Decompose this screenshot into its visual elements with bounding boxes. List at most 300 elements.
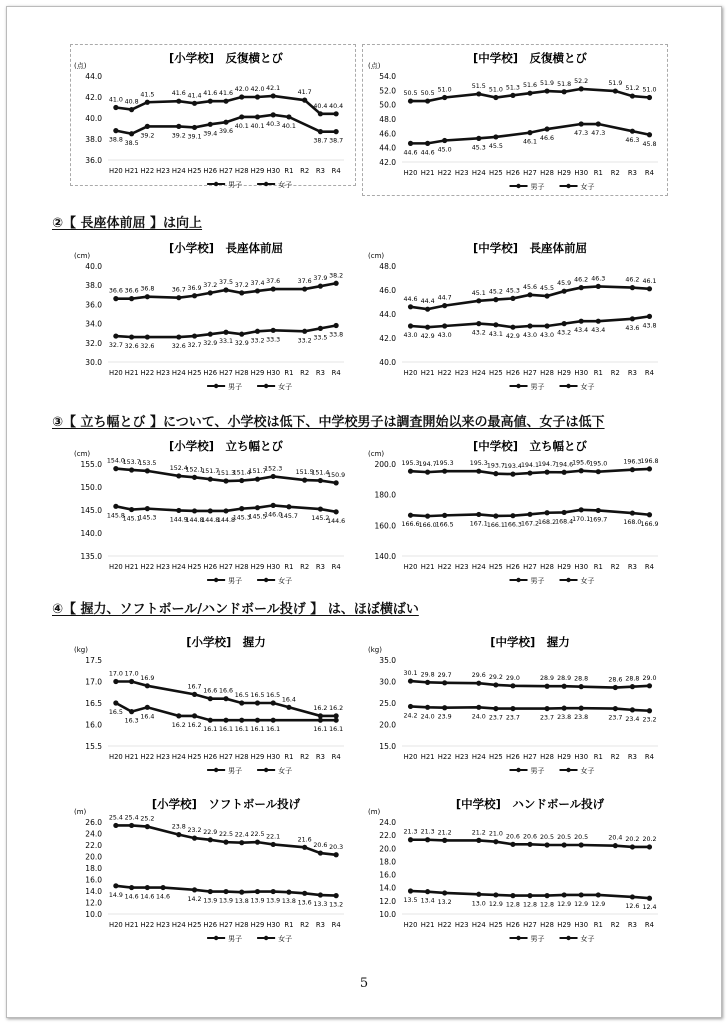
- data-label: 45.9: [557, 280, 572, 288]
- y-tick-label: 32.0: [85, 338, 102, 348]
- data-point: [579, 684, 584, 689]
- x-tick-label: H29: [557, 369, 572, 377]
- chart-svg: [70, 48, 354, 196]
- data-label: 23.7: [608, 714, 623, 722]
- x-tick-label: H28: [234, 563, 249, 571]
- data-point: [286, 890, 291, 895]
- data-label: 17.0: [108, 670, 123, 678]
- data-point: [544, 323, 549, 328]
- x-tick-label: H29: [557, 563, 572, 571]
- data-label: 28.9: [557, 675, 572, 683]
- legend-marker: [264, 768, 268, 772]
- data-point: [579, 507, 584, 512]
- data-label: 16.4: [281, 696, 296, 704]
- data-point: [208, 837, 213, 842]
- x-tick-label: H24: [171, 167, 186, 175]
- data-label: 36.8: [140, 285, 155, 293]
- data-point: [129, 467, 134, 472]
- x-tick-label: H26: [203, 921, 218, 929]
- x-tick-label: H27: [219, 369, 233, 377]
- data-point: [510, 706, 515, 711]
- data-point: [223, 99, 228, 104]
- data-label: 20.6: [522, 833, 538, 841]
- x-tick-label: H27: [219, 753, 233, 761]
- data-point: [562, 842, 567, 847]
- data-point: [302, 98, 307, 103]
- unit-label: (kg): [74, 646, 88, 654]
- data-label: 51.5: [471, 82, 486, 90]
- data-label: 21.3: [420, 828, 435, 836]
- data-label: 33.2: [297, 337, 312, 345]
- data-point: [145, 885, 150, 890]
- x-tick-label: R2: [300, 369, 310, 377]
- data-point: [408, 704, 413, 709]
- data-label: 45.0: [437, 146, 452, 154]
- y-tick-label: 36.0: [85, 156, 102, 165]
- y-tick-label: 15.0: [379, 742, 396, 751]
- data-point: [579, 121, 584, 126]
- data-point: [562, 706, 567, 711]
- y-tick-label: 44.0: [379, 310, 396, 319]
- data-label: 32.7: [187, 342, 202, 350]
- data-label: 145.3: [138, 514, 157, 522]
- x-tick-label: H20: [403, 369, 418, 377]
- data-label: 16.1: [250, 726, 265, 734]
- data-point: [425, 837, 430, 842]
- data-label: 166.9: [640, 520, 659, 528]
- x-tick-label: H24: [471, 753, 486, 761]
- legend-marker: [264, 936, 268, 940]
- data-label: 167.1: [469, 520, 488, 528]
- data-label: 16.5: [266, 692, 281, 699]
- data-point: [192, 508, 197, 513]
- x-tick-label: H24: [471, 169, 486, 177]
- x-tick-label: H24: [171, 369, 186, 377]
- data-label: 24.0: [420, 713, 435, 721]
- x-tick-label: H21: [124, 563, 139, 571]
- x-tick-label: H23: [454, 563, 469, 571]
- data-label: 154.0: [106, 457, 125, 465]
- x-tick-label: R3: [627, 563, 637, 571]
- data-point: [630, 707, 635, 712]
- y-tick-label: 18.0: [379, 857, 396, 867]
- y-tick-label: 140.0: [374, 552, 396, 561]
- data-label: 12.9: [557, 900, 572, 908]
- data-point: [318, 111, 323, 116]
- data-point: [334, 480, 339, 485]
- y-tick-label: 48.0: [379, 115, 396, 124]
- legend-label-female: 女子: [278, 577, 293, 585]
- legend-label-female: 女子: [580, 383, 595, 391]
- data-point: [562, 470, 567, 475]
- data-label: 20.6: [313, 842, 328, 850]
- y-tick-label: 22.0: [379, 831, 396, 841]
- data-point: [208, 99, 213, 104]
- data-point: [544, 126, 549, 131]
- data-label: 42.0: [250, 86, 265, 93]
- data-point: [239, 290, 244, 295]
- x-tick-label: H23: [454, 921, 469, 929]
- data-point: [334, 129, 339, 134]
- data-label: 16.1: [329, 726, 344, 734]
- data-label: 33.8: [329, 331, 344, 339]
- chart-svg: [364, 632, 668, 782]
- data-label: 24.2: [403, 712, 418, 720]
- data-point: [510, 472, 515, 477]
- data-label: 166.1: [486, 521, 505, 529]
- data-point: [527, 91, 532, 96]
- y-tick-label: 16.0: [379, 870, 396, 880]
- data-point: [223, 120, 228, 125]
- x-tick-label: H20: [108, 753, 123, 761]
- x-tick-label: H27: [523, 563, 537, 571]
- data-point: [208, 122, 213, 127]
- data-point: [510, 513, 515, 518]
- data-point: [334, 718, 339, 723]
- data-point: [334, 852, 339, 857]
- data-point: [192, 101, 197, 106]
- data-label: 12.9: [574, 900, 589, 908]
- data-point: [223, 508, 228, 513]
- data-point: [208, 508, 213, 513]
- y-tick-label: 38.0: [85, 281, 102, 291]
- data-label: 145.2: [311, 515, 330, 523]
- data-label: 23.8: [171, 823, 186, 831]
- y-tick-label: 24.0: [85, 829, 102, 839]
- chart-title: [小学校] ソフトボール投げ: [151, 797, 301, 811]
- data-label: 20.5: [557, 834, 572, 841]
- heading-standing-jump: ③【 立ち幅とび 】について、小学校は低下、中学校男子は調査開始以来の最高値、女子は低下: [52, 415, 605, 430]
- data-point: [647, 286, 652, 291]
- data-point: [493, 839, 498, 844]
- legend-marker: [516, 578, 520, 582]
- data-point: [318, 326, 323, 331]
- data-label: 40.1: [234, 122, 249, 130]
- data-point: [476, 892, 481, 897]
- legend-label-female: 女子: [580, 935, 595, 943]
- legend-marker: [566, 384, 570, 388]
- data-label: 150.9: [327, 471, 346, 479]
- data-label: 145.8: [106, 512, 125, 520]
- data-label: 12.9: [591, 900, 606, 908]
- data-label: 50.5: [420, 90, 435, 98]
- x-tick-label: H23: [454, 369, 469, 377]
- data-point: [129, 507, 134, 512]
- x-tick-label: H24: [171, 753, 186, 761]
- unit-label: (cm): [74, 450, 91, 458]
- data-label: 32.6: [140, 343, 155, 351]
- legend-marker: [264, 578, 268, 582]
- data-point: [408, 837, 413, 842]
- y-tick-label: 17.0: [85, 677, 102, 687]
- data-point: [334, 323, 339, 328]
- x-tick-label: H30: [574, 369, 589, 377]
- data-point: [442, 95, 447, 100]
- data-label: 13.2: [437, 898, 452, 906]
- data-point: [408, 141, 413, 146]
- x-tick-label: R3: [627, 753, 637, 761]
- x-tick-label: R2: [610, 563, 620, 571]
- unit-label: (m): [368, 808, 381, 816]
- data-point: [647, 132, 652, 137]
- data-point: [176, 295, 181, 300]
- data-label: 45.3: [471, 144, 486, 152]
- unit-label: (m): [74, 808, 87, 816]
- data-label: 13.0: [471, 900, 486, 908]
- data-label: 13.9: [218, 897, 234, 905]
- data-point: [408, 888, 413, 893]
- x-tick-label: H22: [140, 167, 155, 175]
- data-label: 51.3: [505, 84, 520, 92]
- data-point: [562, 89, 567, 94]
- data-label: 145.5: [248, 513, 267, 521]
- y-tick-label: 48.0: [379, 262, 396, 271]
- data-point: [579, 319, 584, 324]
- data-label: 151.4: [311, 469, 330, 477]
- data-label: 13.5: [403, 897, 418, 904]
- data-label: 43.2: [557, 329, 572, 337]
- data-label: 151.5: [295, 469, 314, 477]
- data-label: 28.8: [574, 675, 589, 683]
- data-label: 41.6: [203, 90, 218, 98]
- data-label: 22.1: [266, 833, 281, 841]
- data-point: [544, 293, 549, 298]
- data-label: 28.6: [608, 676, 623, 684]
- data-point: [544, 706, 549, 711]
- data-label: 144.8: [185, 516, 204, 524]
- chart-title: [小学校] 握力: [186, 635, 266, 649]
- data-point: [129, 334, 134, 339]
- data-label: 47.3: [591, 130, 606, 138]
- x-tick-label: H27: [219, 921, 233, 929]
- data-point: [596, 892, 601, 897]
- data-point: [239, 332, 244, 337]
- x-tick-label: R3: [315, 563, 325, 571]
- x-tick-label: R4: [644, 921, 654, 929]
- data-point: [145, 683, 150, 688]
- chart-title: [小学校] 長座体前屈: [168, 241, 284, 255]
- data-point: [527, 130, 532, 135]
- data-point: [493, 297, 498, 302]
- data-label: 144.9: [169, 516, 188, 524]
- data-label: 21.2: [471, 829, 486, 837]
- data-label: 151.7: [248, 468, 267, 476]
- data-point: [425, 514, 430, 519]
- data-point: [630, 316, 635, 321]
- data-label: 45.8: [642, 140, 657, 148]
- data-point: [239, 840, 244, 845]
- x-tick-label: H22: [437, 563, 452, 571]
- data-label: 40.8: [124, 98, 139, 106]
- data-point: [113, 504, 118, 509]
- y-tick-label: 16.5: [85, 699, 102, 708]
- data-point: [425, 705, 430, 710]
- data-label: 46.3: [591, 275, 606, 283]
- x-tick-label: H29: [557, 753, 572, 761]
- data-point: [302, 329, 307, 334]
- y-tick-label: 40.0: [85, 114, 102, 123]
- data-label: 41.4: [187, 92, 202, 100]
- data-point: [208, 889, 213, 894]
- y-tick-label: 20.0: [379, 720, 396, 730]
- data-point: [255, 288, 260, 293]
- data-label: 21.2: [437, 829, 452, 837]
- x-tick-label: H21: [420, 563, 435, 571]
- data-label: 43.0: [437, 332, 452, 339]
- data-point: [579, 285, 584, 290]
- data-label: 16.2: [171, 721, 186, 729]
- data-label: 33.1: [218, 338, 234, 346]
- x-tick-label: H20: [403, 563, 418, 571]
- y-tick-label: 17.5: [85, 656, 102, 665]
- data-point: [334, 111, 339, 116]
- data-point: [510, 893, 515, 898]
- x-tick-label: H20: [108, 369, 123, 377]
- data-point: [145, 705, 150, 710]
- data-point: [408, 98, 413, 103]
- data-point: [192, 713, 197, 718]
- data-point: [596, 469, 601, 474]
- data-point: [129, 823, 134, 828]
- x-tick-label: H27: [523, 753, 537, 761]
- data-point: [647, 512, 652, 517]
- x-tick-label: H27: [219, 167, 233, 175]
- data-point: [129, 709, 134, 714]
- legend-label-male: 男子: [228, 577, 243, 585]
- data-point: [208, 332, 213, 337]
- x-tick-label: H21: [420, 169, 435, 177]
- data-point: [630, 510, 635, 515]
- data-point: [493, 706, 498, 711]
- data-point: [129, 885, 134, 890]
- x-tick-label: H22: [140, 369, 155, 377]
- data-label: 39.2: [140, 132, 155, 140]
- data-point: [476, 681, 481, 686]
- y-tick-label: 20.0: [85, 852, 102, 862]
- data-point: [493, 892, 498, 897]
- data-label: 43.0: [540, 332, 555, 339]
- data-point: [113, 823, 118, 828]
- data-label: 151.7: [201, 468, 220, 476]
- data-label: 43.6: [625, 324, 640, 332]
- data-point: [318, 718, 323, 723]
- x-tick-label: H29: [557, 169, 572, 177]
- data-label: 21.3: [403, 828, 418, 836]
- legend-marker: [214, 578, 218, 582]
- data-point: [544, 842, 549, 847]
- x-tick-label: H28: [540, 169, 554, 177]
- x-tick-label: H28: [234, 921, 249, 929]
- data-label: 16.7: [187, 683, 202, 691]
- chart-svg: [70, 436, 354, 592]
- x-tick-label: H30: [574, 753, 589, 761]
- data-label: 51.8: [557, 80, 572, 88]
- data-point: [510, 842, 515, 847]
- data-point: [630, 684, 635, 689]
- legend-label-male: 男子: [228, 181, 243, 189]
- data-label: 30.1: [403, 670, 418, 678]
- data-label: 20.2: [642, 835, 657, 843]
- data-point: [145, 468, 150, 473]
- x-tick-label: H26: [203, 563, 218, 571]
- data-point: [596, 121, 601, 126]
- data-point: [493, 322, 498, 327]
- data-label: 145.3: [232, 514, 251, 522]
- data-label: 22.9: [203, 828, 218, 836]
- data-label: 195.3: [435, 460, 454, 468]
- data-label: 51.0: [642, 86, 657, 94]
- data-label: 42.0: [234, 86, 249, 93]
- data-label: 37.4: [250, 279, 265, 287]
- heading-sit-and-reach: ②【 長座体前屈 】は向上: [52, 216, 203, 231]
- x-tick-label: R3: [315, 753, 325, 761]
- legend-label-male: 男子: [530, 767, 545, 775]
- data-label: 152.4: [169, 464, 188, 472]
- chart-middle-school-side-step: [364, 48, 668, 198]
- data-point: [208, 718, 213, 723]
- data-point: [129, 679, 134, 684]
- data-label: 145.7: [279, 512, 298, 520]
- y-tick-label: 140.0: [80, 529, 102, 538]
- data-label: 193.4: [503, 463, 522, 471]
- data-label: 23.7: [488, 714, 503, 722]
- x-tick-label: H21: [420, 753, 435, 761]
- data-point: [613, 685, 618, 690]
- y-tick-label: 44.0: [379, 143, 396, 153]
- data-label: 13.4: [420, 897, 435, 905]
- data-label: 16.9: [140, 674, 155, 682]
- data-label: 20.5: [574, 834, 589, 841]
- data-point: [255, 889, 260, 894]
- data-point: [255, 700, 260, 705]
- data-label: 16.6: [203, 687, 218, 695]
- x-tick-label: H26: [506, 369, 520, 377]
- x-tick-label: H29: [250, 753, 265, 761]
- data-point: [630, 93, 635, 98]
- data-label: 12.9: [488, 900, 503, 908]
- data-point: [192, 333, 197, 338]
- y-tick-label: 20.0: [379, 844, 396, 854]
- data-label: 167.2: [520, 520, 540, 528]
- data-label: 46.2: [574, 276, 589, 284]
- data-point: [223, 840, 228, 845]
- data-label: 42.9: [505, 333, 520, 341]
- data-point: [527, 512, 532, 517]
- legend-label-male: 男子: [228, 383, 243, 391]
- data-label: 33.5: [313, 334, 328, 342]
- data-label: 16.1: [234, 726, 249, 734]
- x-tick-label: R1: [593, 369, 603, 377]
- x-tick-label: R3: [315, 921, 325, 929]
- data-label: 37.6: [266, 278, 281, 286]
- data-label: 37.2: [234, 281, 249, 289]
- x-tick-label: H25: [488, 921, 503, 929]
- data-label: 22.5: [250, 831, 265, 839]
- data-label: 38.2: [329, 272, 344, 280]
- x-tick-label: R4: [644, 369, 654, 377]
- data-point: [630, 844, 635, 849]
- x-tick-label: H23: [156, 563, 170, 571]
- data-point: [208, 477, 213, 482]
- data-label: 22.4: [234, 831, 249, 839]
- legend-label-female: 女子: [278, 767, 293, 775]
- data-point: [647, 683, 652, 688]
- x-tick-label: R2: [610, 169, 620, 177]
- data-point: [510, 93, 515, 98]
- data-point: [318, 129, 323, 134]
- data-point: [613, 843, 618, 848]
- x-tick-label: R4: [331, 369, 341, 377]
